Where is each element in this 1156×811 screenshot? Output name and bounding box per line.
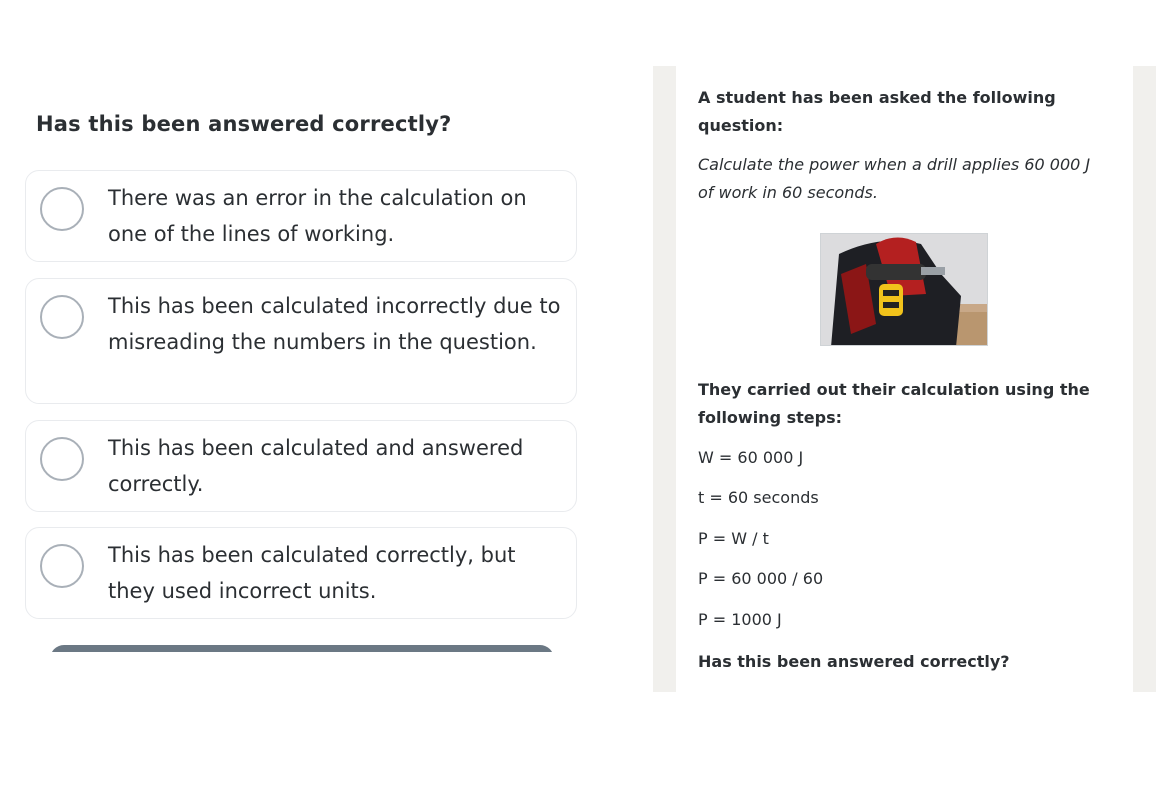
panel-right-edge — [1133, 66, 1156, 692]
answer-option-text: This has been calculated correctly, but they used incorrect units. — [108, 543, 516, 603]
answer-option-3[interactable] — [25, 420, 577, 512]
step-line: P = 1000 J — [698, 610, 782, 629]
radio-button-icon[interactable] — [40, 295, 84, 339]
answer-option-text: There was an error in the calculation on one of the lines of working. — [108, 186, 527, 246]
panel-left-edge — [653, 66, 676, 692]
closing-question: Has this been answered correctly? — [698, 652, 1010, 671]
answer-option-text: This has been calculated incorrectly due to misreading the numbers in the question. — [108, 294, 561, 354]
step-line: W = 60 000 J — [698, 448, 804, 467]
answer-option-4[interactable] — [25, 527, 577, 619]
submit-button-overlay — [40, 652, 570, 682]
answer-option-1[interactable] — [25, 170, 577, 262]
intro-text: A student has been asked the following question: — [698, 88, 1056, 135]
answer-option-2[interactable] — [25, 278, 577, 404]
steps-intro: They carried out their calculation using the following steps: — [698, 380, 1090, 427]
radio-button-icon[interactable] — [40, 187, 84, 231]
step-line: t = 60 seconds — [698, 488, 819, 507]
drill-illustration-icon — [821, 234, 988, 346]
step-line: P = 60 000 / 60 — [698, 569, 824, 588]
step-line: P = W / t — [698, 529, 769, 548]
question-prompt: Calculate the power when a drill applies 60 000 J of work in 60 seconds. — [698, 155, 1091, 202]
radio-button-icon[interactable] — [40, 437, 84, 481]
radio-button-icon[interactable] — [40, 544, 84, 588]
question-heading: Has this been answered correctly? — [36, 112, 452, 136]
drill-photo — [820, 233, 988, 346]
answer-option-text: This has been calculated and answered correctly. — [108, 436, 524, 496]
